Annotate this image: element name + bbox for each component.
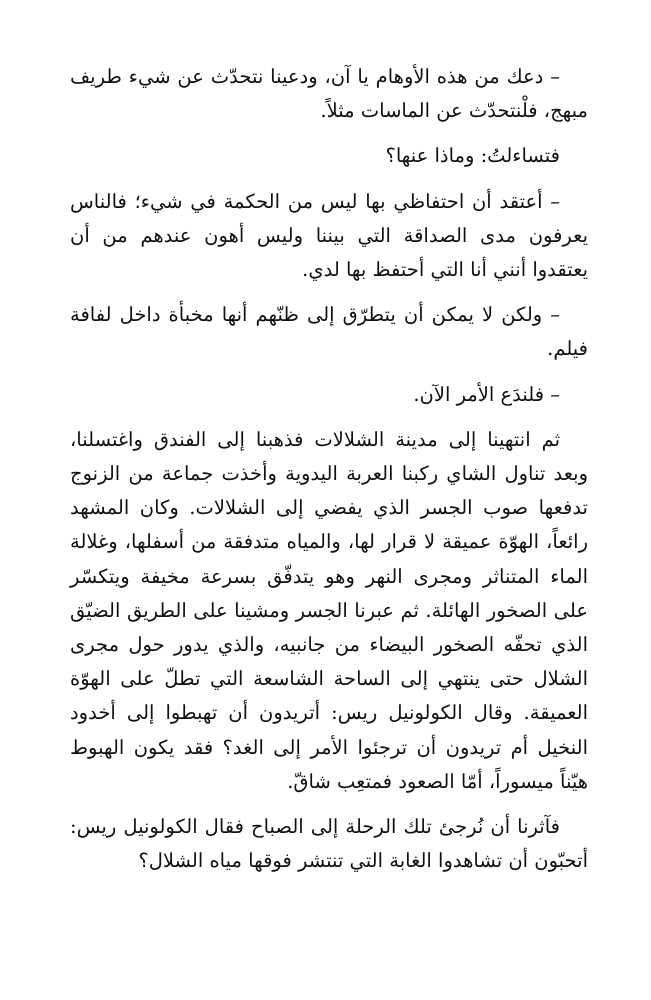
dialogue-paragraph: – أعتقد أن احتفاظي بها ليس من الحكمة في شيء؛ فالناس يعرفون مدى الصداقة التي بيننا وليس أهون عندهم من أن يعتقدوا أنني أنا التي أحتفظ بها لدي. (70, 189, 588, 282)
dialogue-paragraph: – فلندَع الأمر الآن. (413, 382, 560, 406)
dialogue-paragraph: – ولكن لا يمكن أن يتطرّق إلى ظنّهم أنها مخبأة داخل لفافة فيلم. (70, 303, 588, 361)
narrative-paragraph: فآثرنا أن نُرجئ تلك الرحلة إلى الصباح فقال الكولونيل ريس: أتحبّون أن تشاهدوا الغابة التي تنتشر فوقها مياه الشلال؟ (70, 815, 588, 873)
dialogue-paragraph: فتساءلتُ: وماذا عنها؟ (385, 144, 560, 168)
narrative-paragraph: ثم انتهينا إلى مدينة الشلالات فذهبنا إلى الفندق واغتسلنا، وبعد تناول الشاي ركبنا العربة اليدوية وأخذت جماعة من الزنوج تدفعها صوب الجسر الذي يفضي إلى الشلالات. وكان المشهد رائعاً، الهوّة عميقة لا قرار لها، والمياه متدفقة من أسفلها، وغلالة الماء المتناثر ومجرى النهر وهو يتدفّق بسرعة مخيفة ويتكسّر على الصخور الهائلة. ثم عبرنا الجسر ومشينا على الطريق الضيّق الذي تحفّه الصخور البيضاء من جانبيه، والذي يدور حول مجرى الشلال حتى ينتهي إلى الساحة الشاسعة التي تطلّ على الهوّة العميقة. وقال الكولونيل ريس: أتريدون أن تهبطوا إلى أخدود النخيل أم تريدون أن ترجئوا الأمر إلى الغد؟ فقد يكون الهبوط هيّناً ميسوراً، أمّا الصعود فمتعِب شاقّ. (70, 427, 588, 793)
dialogue-paragraph: – دعك من هذه الأوهام يا آن، ودعينا نتحدّث عن شيء طريف مبهج، فلْنتحدّث عن الماسات مثلاً. (70, 65, 588, 123)
book-page (70, 60, 588, 878)
